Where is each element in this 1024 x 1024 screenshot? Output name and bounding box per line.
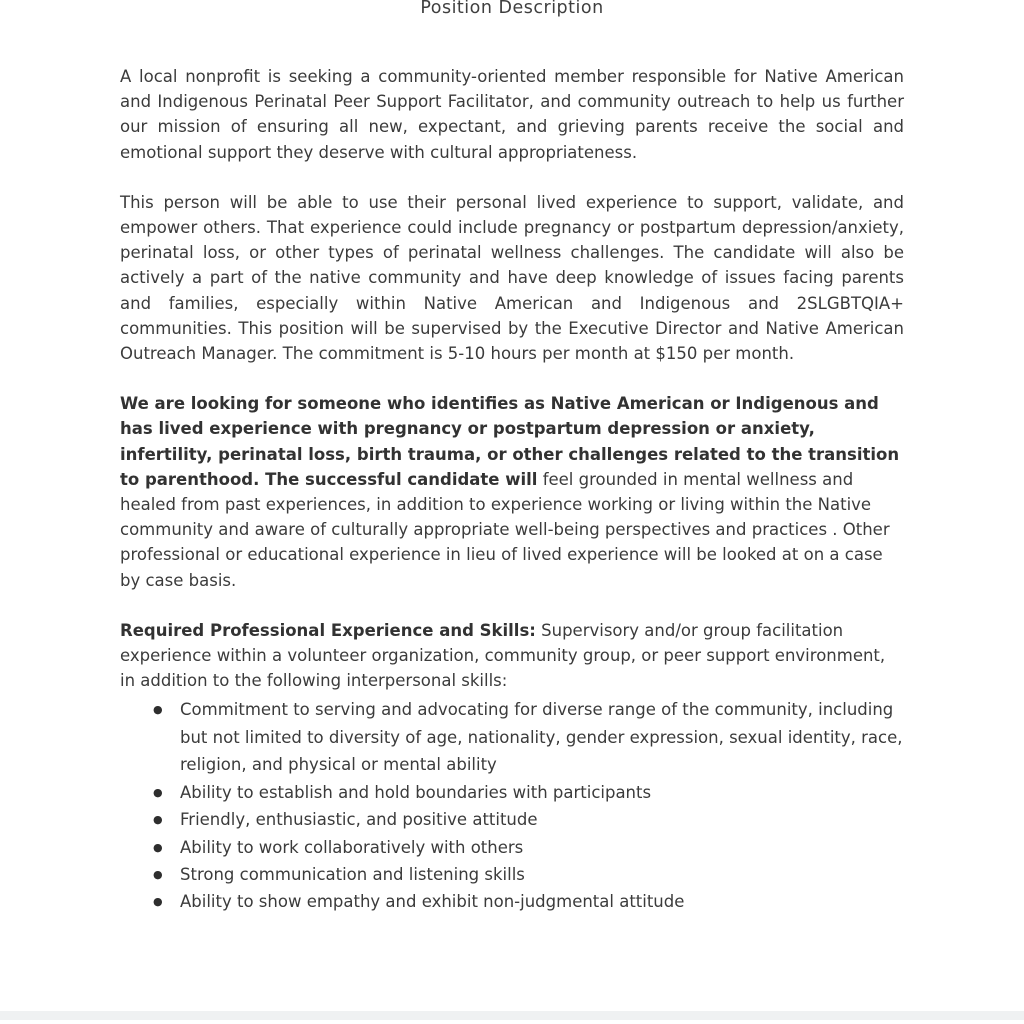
bullet-icon: ● [153,867,163,881]
list-item [153,696,904,778]
bullet-icon: ● [153,895,163,909]
list-item [153,888,904,915]
list-item [153,806,904,833]
required-skills-paragraph [120,618,904,694]
list-item [153,834,904,861]
skill-text: Commitment to serving and advocating for diverse range of the community, including but not limited to diversity of age, nationality, gender expression, sexual identity, race, religion, and physical or mental ability [180,700,903,775]
list-item [153,779,904,806]
required-skills-heading: Required Professional Experience and Skills: [120,620,536,640]
skill-text: Strong communication and listening skills [180,864,525,884]
skill-text: Ability to establish and hold boundaries with participants [180,782,652,802]
list-item [153,861,904,888]
seeking-regular-text: feel grounded in mental wellness and healed from past experiences, in addition to experience working or living within the Native community and aware of culturally appropriate well-being perspectives and practices . Other professional or educational experience in lieu of lived experience will be looked at on a case by case basis. [120,469,890,590]
bullet-icon: ● [153,785,163,799]
experience-paragraph: This person will be able to use their personal lived experience to support, validate, and empower others. That experience could include pregnancy or postpartum depression/anxiety, perinatal loss, or other types of perinatal wellness challenges. The candidate will also be actively a part of the native community and have deep knowledge of issues facing parents and families, especially within Native American and Indigenous and 2SLGBTQIA+ communities. This position will be supervised by the Executive Director and Native American Outreach Manager. The commitment is 5-10 hours per month at $150 per month. [120,192,904,364]
skill-text: Ability to work collaboratively with others [180,837,524,857]
intro-paragraph: A local nonprofit is seeking a community-oriented member responsible for Native American and Indigenous Perinatal Peer Support Facilitator, and community outreach to help us further our mission of ensuring all new, expectant, and grieving parents receive the social and emotional support they deserve with cultural appropriateness. [120,67,904,162]
skills-list [120,696,904,915]
seeking-bold-text: We are looking for someone who identifies as Native American or Indigenous and has lived experience with pregnancy or postpartum depression or anxiety, infertility, perinatal loss, birth trauma, or other challenges related to the transition to parenthood. The successful candidate will [120,394,900,489]
page-bottom-edge [0,1011,1024,1020]
bullet-icon: ● [153,703,163,717]
page-title: Position Description [420,0,604,18]
seeking-paragraph [120,391,904,593]
skill-text: Ability to show empathy and exhibit non-judgmental attitude [180,892,685,912]
bullet-icon: ● [153,813,163,827]
bullet-icon: ● [153,840,163,854]
required-skills-regular-text: Supervisory and/or group facilitation experience within a volunteer organization, community group, or peer support environment, in addition to the following interpersonal skills: [120,620,886,691]
skill-text: Friendly, enthusiastic, and positive attitude [180,810,538,830]
